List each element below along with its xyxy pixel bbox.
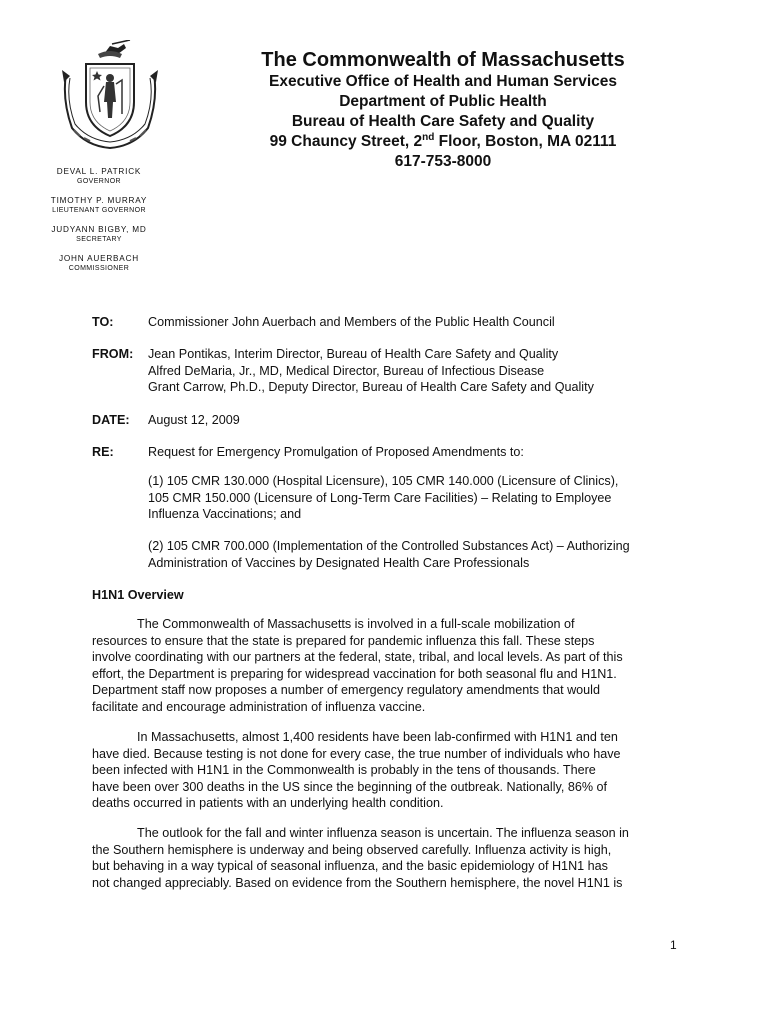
from-label: FROM: — [92, 347, 134, 361]
paragraph-line: In Massachusetts, almost 1,400 residents have been lab-confirmed with H1N1 and ten — [137, 730, 618, 744]
memo-re-row — [92, 444, 692, 461]
re-item-1 — [148, 473, 688, 523]
official-title: COMMISSIONER — [68, 265, 130, 272]
re-item-line: 105 CMR 150.000 (Licensure of Long-Term Care Facilities) – Relating to Employee — [148, 490, 612, 505]
address-city: Floor, Boston, MA 02111 — [434, 133, 617, 150]
letterhead — [160, 48, 726, 172]
official-title: GOVERNOR — [76, 178, 122, 185]
official-entry — [46, 253, 152, 273]
re-value: Request for Emergency Promulgation of Proposed Amendments to: — [148, 445, 524, 459]
paragraph-line: facilitate and encourage administration of influenza vaccine. — [92, 699, 426, 714]
paragraph-line: The outlook for the fall and winter influenza season is uncertain. The influenza season in — [137, 826, 629, 840]
massachusetts-seal-icon — [60, 40, 160, 150]
official-title: LIEUTENANT GOVERNOR — [52, 207, 146, 214]
re-label: RE: — [92, 445, 114, 459]
agency-title: The Commonwealth of Massachusetts — [261, 49, 625, 71]
section-heading: H1N1 Overview — [92, 588, 184, 602]
from-line: Jean Pontikas, Interim Director, Bureau of Health Care Safety and Quality — [148, 347, 559, 361]
bureau-name: Bureau of Health Care Safety and Quality — [291, 113, 595, 130]
memo-date-row — [92, 412, 692, 429]
official-name: JUDYANN BIGBY, MD — [51, 225, 147, 234]
official-name: DEVAL L. PATRICK — [56, 167, 142, 176]
address — [160, 132, 726, 152]
date-label: DATE: — [92, 413, 130, 427]
paragraph-line: been infected with H1N1 in the Commonwealth is probably in the tens of thousands. There — [92, 763, 596, 777]
re-item-2 — [148, 538, 688, 571]
to-value: Commissioner John Auerbach and Members of the Public Health Council — [148, 315, 555, 329]
paragraph-line: The Commonwealth of Massachusetts is involved in a full-scale mobilization of — [137, 617, 575, 631]
re-item-line: (1) 105 CMR 130.000 (Hospital Licensure), 105 CMR 140.000 (Licensure of Clinics), — [148, 474, 619, 488]
memo-to-row — [92, 314, 692, 331]
re-item-line: Administration of Vaccines by Designated Health Care Professionals — [148, 555, 530, 570]
address-ordinal: nd — [422, 131, 435, 143]
to-label: TO: — [92, 315, 114, 329]
from-line: Alfred DeMaria, Jr., MD, Medical Director, Bureau of Infectious Disease — [148, 363, 545, 378]
address-street: 99 Chauncy Street, 2 — [269, 133, 423, 150]
official-name: TIMOTHY P. MURRAY — [50, 196, 148, 205]
phone-number: 617-753-8000 — [394, 153, 492, 170]
paragraph-line: involve coordinating with our partners at the federal, state, tribal, and local levels. As part of this — [92, 650, 623, 664]
body-paragraph — [92, 729, 682, 812]
officials-list — [46, 166, 152, 282]
paragraph-line: the Southern hemisphere is underway and being observed carefully. Influenza activity is high, — [92, 842, 612, 857]
paragraph-line: effort, the Department is preparing for widespread vaccination for both seasonal flu and H1N1. — [92, 666, 617, 681]
official-title: SECRETARY — [76, 236, 122, 243]
paragraph-line: Department staff now proposes a number of emergency regulatory amendments that would — [92, 683, 600, 697]
department-name: Department of Public Health — [339, 93, 547, 110]
official-name: JOHN AUERBACH — [58, 254, 139, 263]
official-entry — [46, 224, 152, 244]
official-entry — [46, 166, 152, 186]
body-paragraph — [92, 825, 682, 891]
official-entry — [46, 195, 152, 215]
page-number: 1 — [670, 938, 677, 952]
office-name: Executive Office of Health and Human Services — [268, 73, 617, 90]
body-paragraph — [92, 616, 682, 715]
paragraph-line: not changed appreciably. Based on evidence from the Southern hemisphere, the novel H1N1 is — [92, 875, 623, 890]
date-value: August 12, 2009 — [148, 413, 240, 427]
paragraph-line: have been over 300 deaths in the US since the beginning of the outbreak. Nationally, 86% of — [92, 779, 608, 794]
re-item-line: (2) 105 CMR 700.000 (Implementation of the Controlled Substances Act) – Authorizing — [148, 539, 630, 553]
paragraph-line: but behaving in a way typical of seasonal influenza, and the basic epidemiology of H1N1 has — [92, 859, 608, 873]
memo-from-row — [92, 346, 692, 396]
paragraph-line: have died. Because testing is not done for every case, the true number of individuals who have — [92, 746, 621, 761]
paragraph-line: resources to ensure that the state is prepared for pandemic influenza this fall. These steps — [92, 633, 595, 648]
from-value — [148, 346, 692, 396]
re-item-line: Influenza Vaccinations; and — [148, 507, 302, 521]
from-line: Grant Carrow, Ph.D., Deputy Director, Bureau of Health Care Safety and Quality — [148, 380, 594, 394]
paragraph-line: deaths occurred in patients with an underlying health condition. — [92, 796, 444, 810]
